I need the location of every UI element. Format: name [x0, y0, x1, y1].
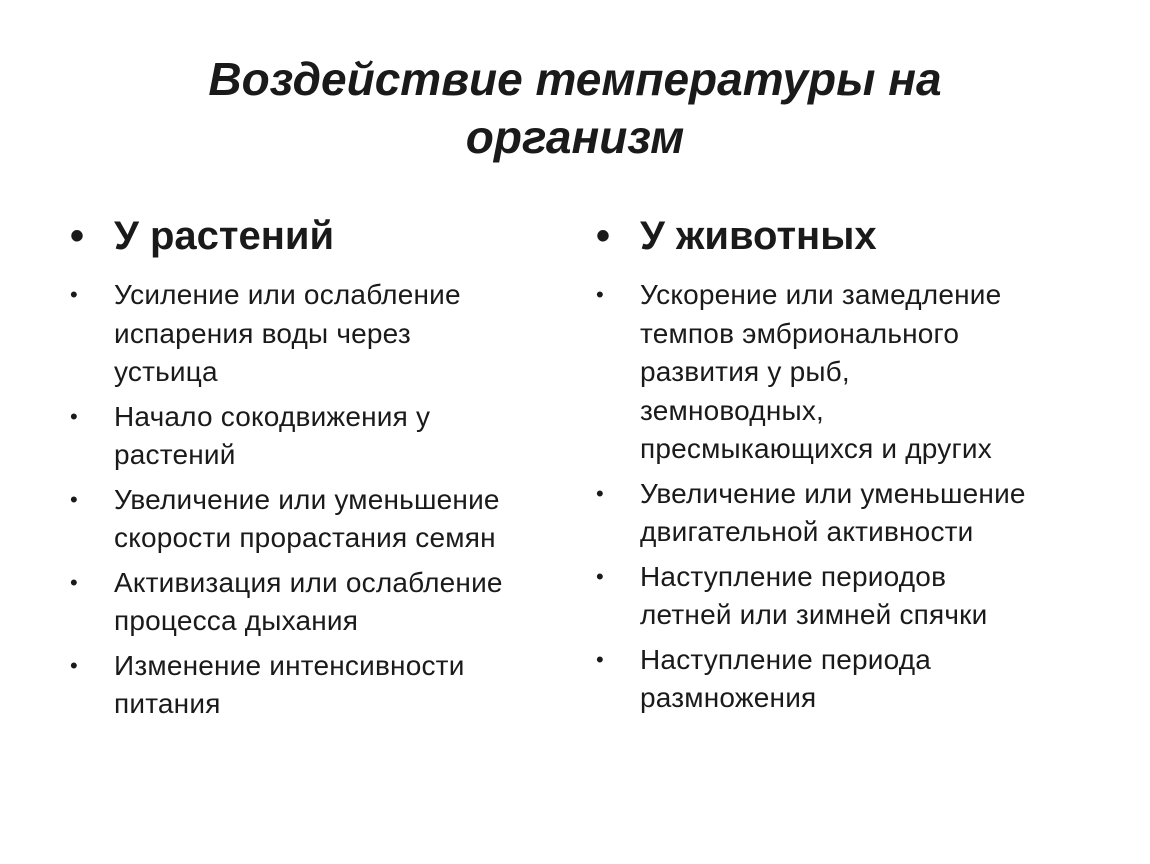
plants-item-line: растений	[114, 439, 236, 470]
slide-title-line-2: организм	[465, 111, 685, 163]
animals-item-line: земноводных,	[640, 394, 825, 426]
animals-item-text	[640, 276, 1114, 469]
slide-title	[60, 50, 1090, 166]
bullet-icon: •	[596, 480, 604, 506]
animals-item-line: пресмыкающихся и других	[640, 433, 992, 464]
animals-heading-text: У животных	[640, 214, 877, 258]
animals-item	[594, 276, 1114, 469]
plants-item	[68, 564, 568, 641]
bullet-icon: •	[70, 486, 78, 512]
plants-heading-text: У растений	[114, 214, 335, 258]
bullet-icon: •	[596, 646, 604, 672]
plants-item	[68, 481, 568, 558]
slide-title-line-1: Воздействие температуры на	[208, 53, 942, 105]
animals-item-line: Наступление периода	[640, 643, 932, 675]
animals-item-line: Увеличение или уменьшение	[640, 477, 1026, 509]
plants-item-line: испарения воды через	[114, 317, 411, 349]
bullet-icon: •	[70, 569, 78, 595]
plants-column	[68, 208, 568, 730]
bullet-icon: •	[596, 563, 604, 589]
bullet-icon: •	[70, 403, 78, 429]
animals-item-line: Ускорение или замедление	[640, 279, 1002, 310]
animals-item-line: Наступление периодов	[640, 560, 947, 592]
animals-item-text	[640, 641, 1114, 718]
animals-item-line: размножения	[640, 682, 817, 713]
plants-item	[68, 398, 568, 475]
bullet-icon: •	[596, 282, 604, 307]
plants-item-text	[114, 481, 568, 558]
plants-item	[68, 647, 568, 724]
animals-heading	[594, 208, 1114, 264]
animals-item	[594, 558, 1114, 635]
plants-item-line: процесса дыхания	[114, 605, 359, 636]
animals-item	[594, 475, 1114, 552]
plants-item	[68, 276, 568, 392]
plants-item-line: Изменение интенсивности	[114, 649, 465, 681]
animals-item-line: двигательной активности	[640, 516, 974, 547]
bullet-icon: •	[70, 652, 78, 678]
plants-item-text	[114, 398, 568, 475]
animals-item-text	[640, 475, 1114, 552]
plants-item-line: питания	[114, 688, 221, 719]
animals-item-text	[640, 558, 1114, 635]
plants-item-text	[114, 276, 568, 392]
animals-item-line: развития у рыб,	[640, 356, 850, 387]
bullet-icon: •	[596, 214, 611, 258]
plants-item-line: скорости прорастания семян	[114, 522, 496, 553]
animals-item-line: темпов эмбрионального	[640, 317, 960, 349]
bullet-icon: •	[70, 282, 78, 307]
plants-item-text	[114, 564, 568, 641]
plants-item-line: Активизация или ослабление	[114, 566, 503, 598]
plants-item-text	[114, 647, 568, 724]
animals-item-line: летней или зимней спячки	[640, 599, 988, 630]
plants-item-line: Усиление или ослабление	[114, 279, 461, 310]
plants-heading	[68, 208, 568, 264]
animals-item	[594, 641, 1114, 718]
bullet-icon: •	[70, 214, 85, 258]
plants-item-line: Увеличение или уменьшение	[114, 483, 500, 515]
plants-item-line: устьица	[114, 356, 218, 387]
animals-column	[594, 208, 1114, 724]
plants-item-line: Начало сокодвижения у	[114, 400, 431, 432]
